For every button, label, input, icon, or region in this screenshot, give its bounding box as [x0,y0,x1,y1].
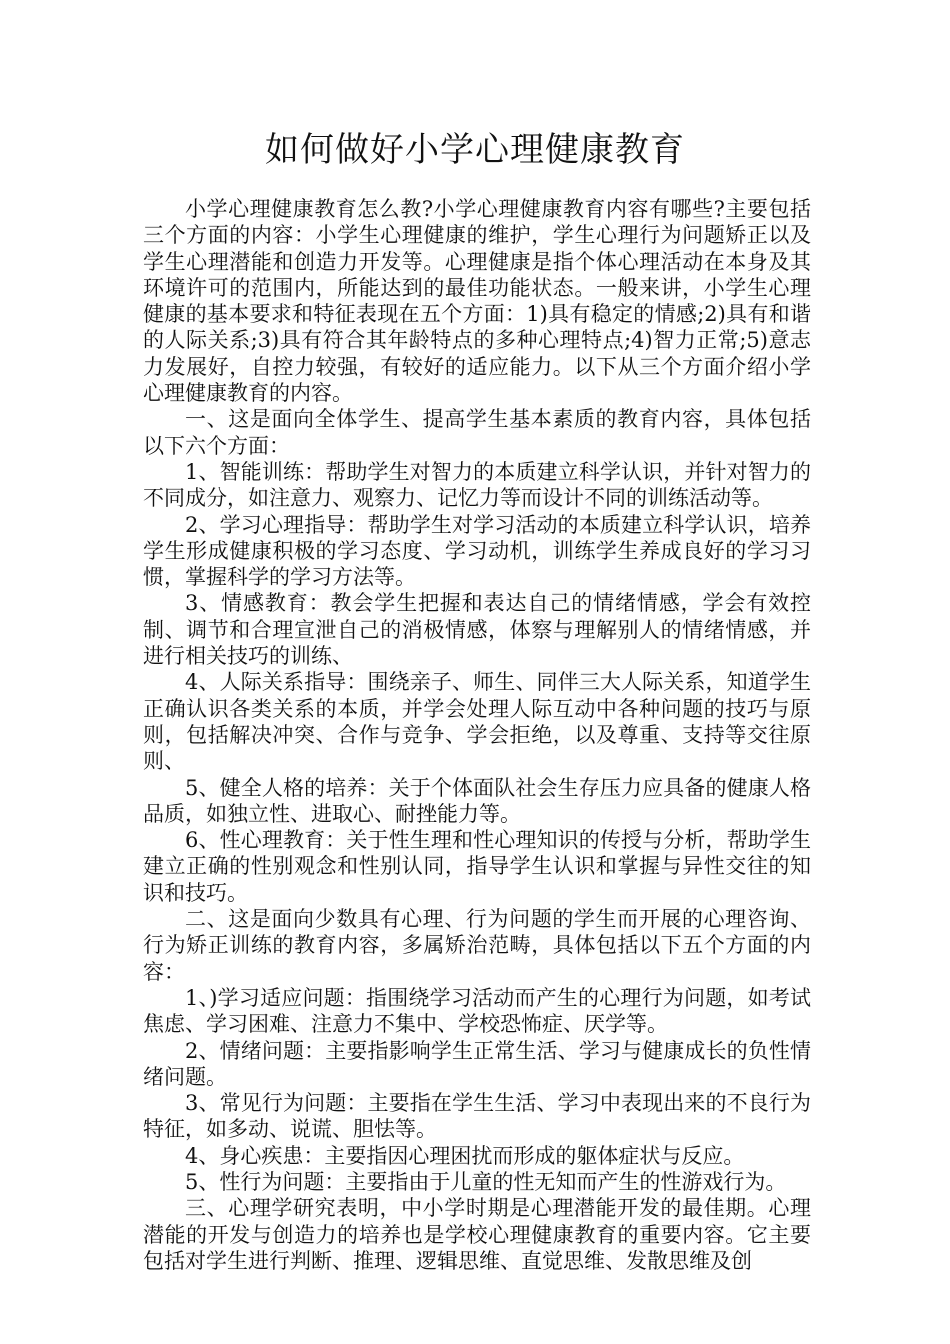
paragraph-item: 2、情绪问题：主要指影响学生正常生活、学习与健康成长的负性情绪问题。 [143,1038,811,1089]
paragraph-item: 1、)学习适应问题：指围绕学习活动而产生的心理行为问题，如考试焦虑、学习困难、注意力不集中、学校恐怖症、厌学等。 [143,985,811,1037]
paragraph-intro: 小学心理健康教育怎么教?小学心理健康教育内容有哪些?主要包括三个方面的内容：小学生心理健康的维护，学生心理行为问题矫正以及学生心理潜能和创造力开发等。心理健康是指个体心理活动在本身及其环境许可的范围内，所能达到的最佳功能状态。一般来讲，小学生心理健康的基本要求和特征表现在五个方面：1)具有稳定的情感;2)具有和谐的人际关系;3)具有符合其年龄特点的多种心理特点;4)智力正常;5)意志力发展好，自控力较强，有较好的适应能力。以下从三个方面介绍小学心理健康教育的内容。 [143,197,811,406]
document-body [143,196,811,1274]
paragraph-item: 5、性行为问题：主要指由于儿童的性无知而产生的性游戏行为。 [185,1169,787,1194]
paragraph-item: 4、人际关系指导：围绕亲子、师生、同伴三大人际关系，知道学生正确认识各类关系的本质，并学会处理人际互动中各种问题的技巧与原则，包括解决冲突、合作与竞争、学会拒绝，以及尊重、支持等交往原则、 [143,670,811,774]
paragraph-item: 6、性心理教育：关于性生理和性心理知识的传授与分析，帮助学生建立正确的性别观念和性别认同，指导学生认识和掌握与异性交往的知识和技巧。 [143,828,811,905]
paragraph-section-three: 三、心理学研究表明，中小学时期是心理潜能开发的最佳期。心理潜能的开发与创造力的培养也是学校心理健康教育的重要内容。它主要包括对学生进行判断、推理、逻辑思维、直觉思维、发散思维及创 [143,1196,811,1273]
paragraph-item: 5、健全人格的培养：关于个体面队社会生存压力应具备的健康人格品质，如独立性、进取心、耐挫能力等。 [143,775,811,826]
paragraph-item: 3、常见行为问题：主要指在学生生活、学习中表现出来的不良行为特征，如多动、说谎、胆怯等。 [143,1091,811,1142]
paragraph-item: 3、情感教育：教会学生把握和表达自己的情绪情感，学会有效控制、调节和合理宣泄自己的消极情感，体察与理解别人的情绪情感，并进行相关技巧的训练、 [143,591,811,669]
paragraph-section-two: 二、这是面向少数具有心理、行为问题的学生而开展的心理咨询、行为矫正训练的教育内容，多属矫治范畴，具体包括以下五个方面的内容： [143,907,811,984]
paragraph-section-one: 一、这是面向全体学生、提高学生基本素质的教育内容，具体包括以下六个方面： [143,407,811,458]
paragraph-item: 1、智能训练：帮助学生对智力的本质建立科学认识，并针对智力的不同成分，如注意力、观察力、记忆力等而设计不同的训练活动等。 [143,459,811,511]
document-title: 如何做好小学心理健康教育 [265,130,685,170]
paragraph-item: 4、身心疾患：主要指因心理困扰而形成的躯体症状与反应。 [185,1143,745,1168]
paragraph-item: 2、学习心理指导：帮助学生对学习活动的本质建立科学认识，培养学生形成健康积极的学习态度、学习动机，训练学生养成良好的学习习惯，掌握科学的学习方法等。 [143,512,811,590]
